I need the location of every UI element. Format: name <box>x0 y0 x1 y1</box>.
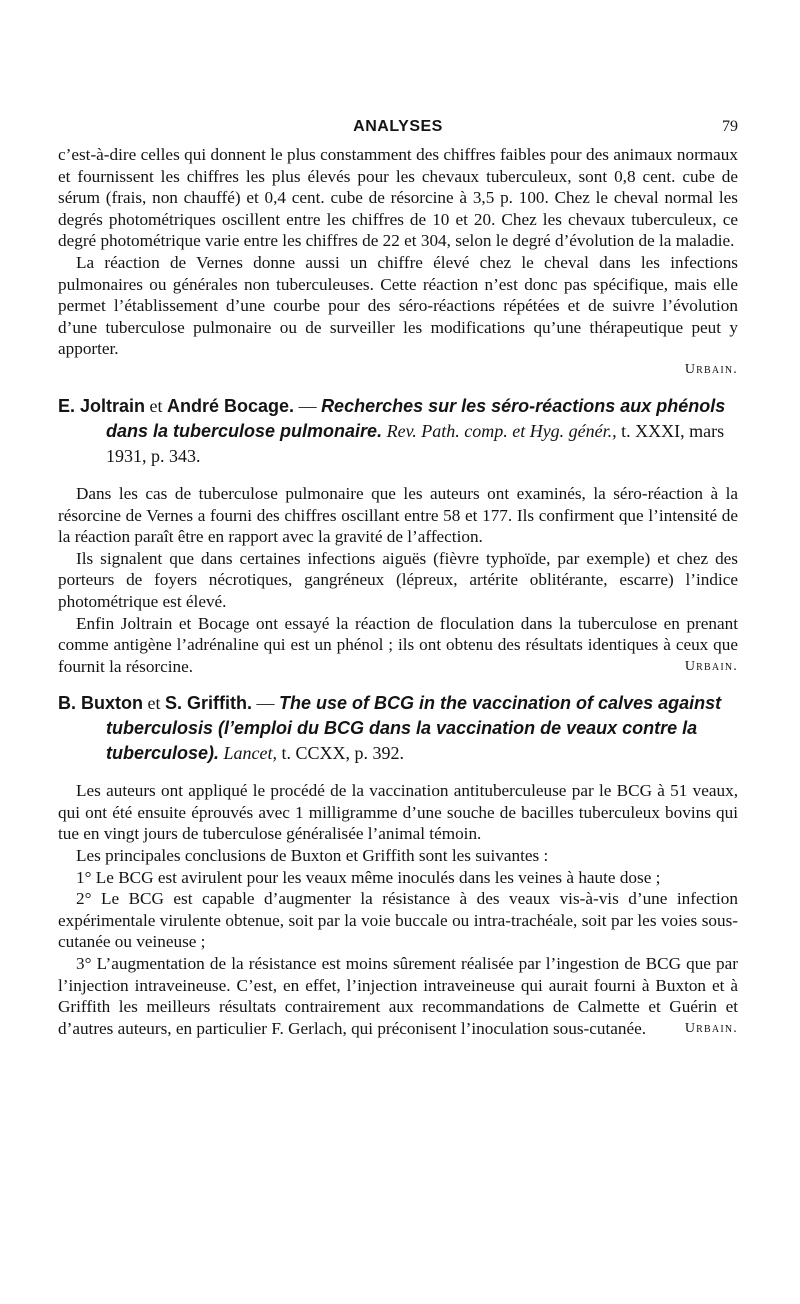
signature: Urbain. <box>684 658 738 674</box>
dash: — <box>256 693 275 714</box>
paragraph: Dans les cas de tuberculose pulmonaire que les auteurs ont examinés, la séro-réaction à la résorcine de Vernes a fourni des chiffres oscillant entre 58 et 177. Ils confirment que l’intensité de la réaction paraît être en rapport avec la gravité de l’affection. <box>58 483 738 547</box>
running-title: ANALYSES <box>353 118 443 135</box>
paragraph-text: 3° L’augmentation de la résistance est moins sûrement réalisée par l’ingestion de BCG que par l’injection intraveineuse. C’est, en effet, l’injection intraveineuse qui aurait fourni à Buxton et à Griffith les meilleurs résultats contrairement aux recommandations de Calmette et Guérin et d’autres auteurs, en particulier F. Gerlach, qui préconisent l’inoculation sous-cutanée. <box>58 954 738 1038</box>
page-number: 79 <box>722 118 738 135</box>
paragraph: Les principales conclusions de Buxton et Griffith sont les suivantes : <box>76 846 549 866</box>
paragraph: La réaction de Vernes donne aussi un chiffre élevé chez le cheval dans les infections pulmonaires ou générales non tuberculeuses. Cette réaction n’est donc pas spécifique, mais elle permet l’établissement d’une courbe pour des séro-réactions répétées et de suivre l’évolution d’une tuberculose pulmonaire ou de surveiller les modifications qu’une thérapeutique peut y apporter. <box>58 252 738 359</box>
paragraph: c’est-à-dire celles qui donnent le plus constamment des chiffres faibles pour des animaux normaux et fournissent les chiffres les plus élevés pour les chevaux tuberculeux, sont 0,8 cent. cube de sérum (frais, non chauffé) et 0,4 cent. cube de résorcine à 3,5 p. 100. Chez le cheval normal les degrés photométriques oscillent entre les chiffres de 10 et 20. Chez les chevaux tuberculeux, ce degré photométrique varie entre les chiffres de 22 et 304, selon le degré d’évolution de la maladie. <box>58 145 738 251</box>
dash: — <box>298 395 317 416</box>
paragraph <box>58 613 738 678</box>
author: B. Buxton <box>58 693 143 714</box>
journal: Lancet, <box>223 743 278 764</box>
running-head <box>58 118 738 144</box>
conjunction: et <box>149 395 163 416</box>
paragraph <box>58 953 738 1039</box>
author: E. Joltrain <box>58 395 146 416</box>
article-title: The use of BCG in the vaccination of calves against tuberculosis (l’emploi du BCG dans la vaccination de veaux contre la tuberculose). <box>106 693 722 764</box>
review-entry <box>58 691 738 1039</box>
conjunction: et <box>147 693 161 714</box>
entry-heading <box>58 394 738 469</box>
review-entry <box>58 394 738 677</box>
citation: t. XXXI, mars 1931, p. 343. <box>106 420 725 466</box>
paragraph: 1° Le BCG est avirulent pour les veaux même inoculés dans les veines à haute dose ; <box>76 867 661 887</box>
paragraph: 2° Le BCG est capable d’augmenter la résistance à des veaux vis-à-vis d’une infection expérimentale virulente obtenue, soit par la voie buccale ou intra-trachéale, soit par les voies sous-cutanée ou veineuse ; <box>58 889 738 952</box>
citation: t. CCXX, p. 392. <box>281 743 405 764</box>
signature: Urbain. <box>684 1020 738 1036</box>
author: S. Griffith. <box>165 693 252 714</box>
entry-heading <box>58 691 738 766</box>
journal: Rev. Path. comp. et Hyg. génér., <box>386 420 617 441</box>
article-title: Recherches sur les séro-réactions aux phénols dans la tuberculose pulmonaire. <box>106 395 726 441</box>
page <box>58 118 738 1039</box>
author: André Bocage. <box>167 395 295 416</box>
paragraph-text: Enfin Joltrain et Bocage ont essayé la réaction de floculation dans la tuberculose en prenant comme antigène l’adrénaline qui est un phénol ; ils ont obtenu des résultats identiques à ceux que fournit la résorcine. <box>58 613 738 676</box>
paragraph: Ils signalent que dans certaines infections aiguës (fièvre typhoïde, par exemple) et chez des porteurs de foyers nécrotiques, gangréneux (lépreux, artérite oblitérante, escarre) l’indice photométrique est élevé. <box>58 548 738 611</box>
signature: Urbain. <box>684 361 738 377</box>
review-continuation <box>58 144 738 380</box>
paragraph: Les auteurs ont appliqué le procédé de la vaccination antituberculeuse par le BCG à 51 veaux, qui ont été ensuite éprouvés avec 1 milligramme d’une souche de bacilles tuberculeux bovins qui tue en vingt jours de tuberculose généralisée l’animal témoin. <box>58 781 738 844</box>
